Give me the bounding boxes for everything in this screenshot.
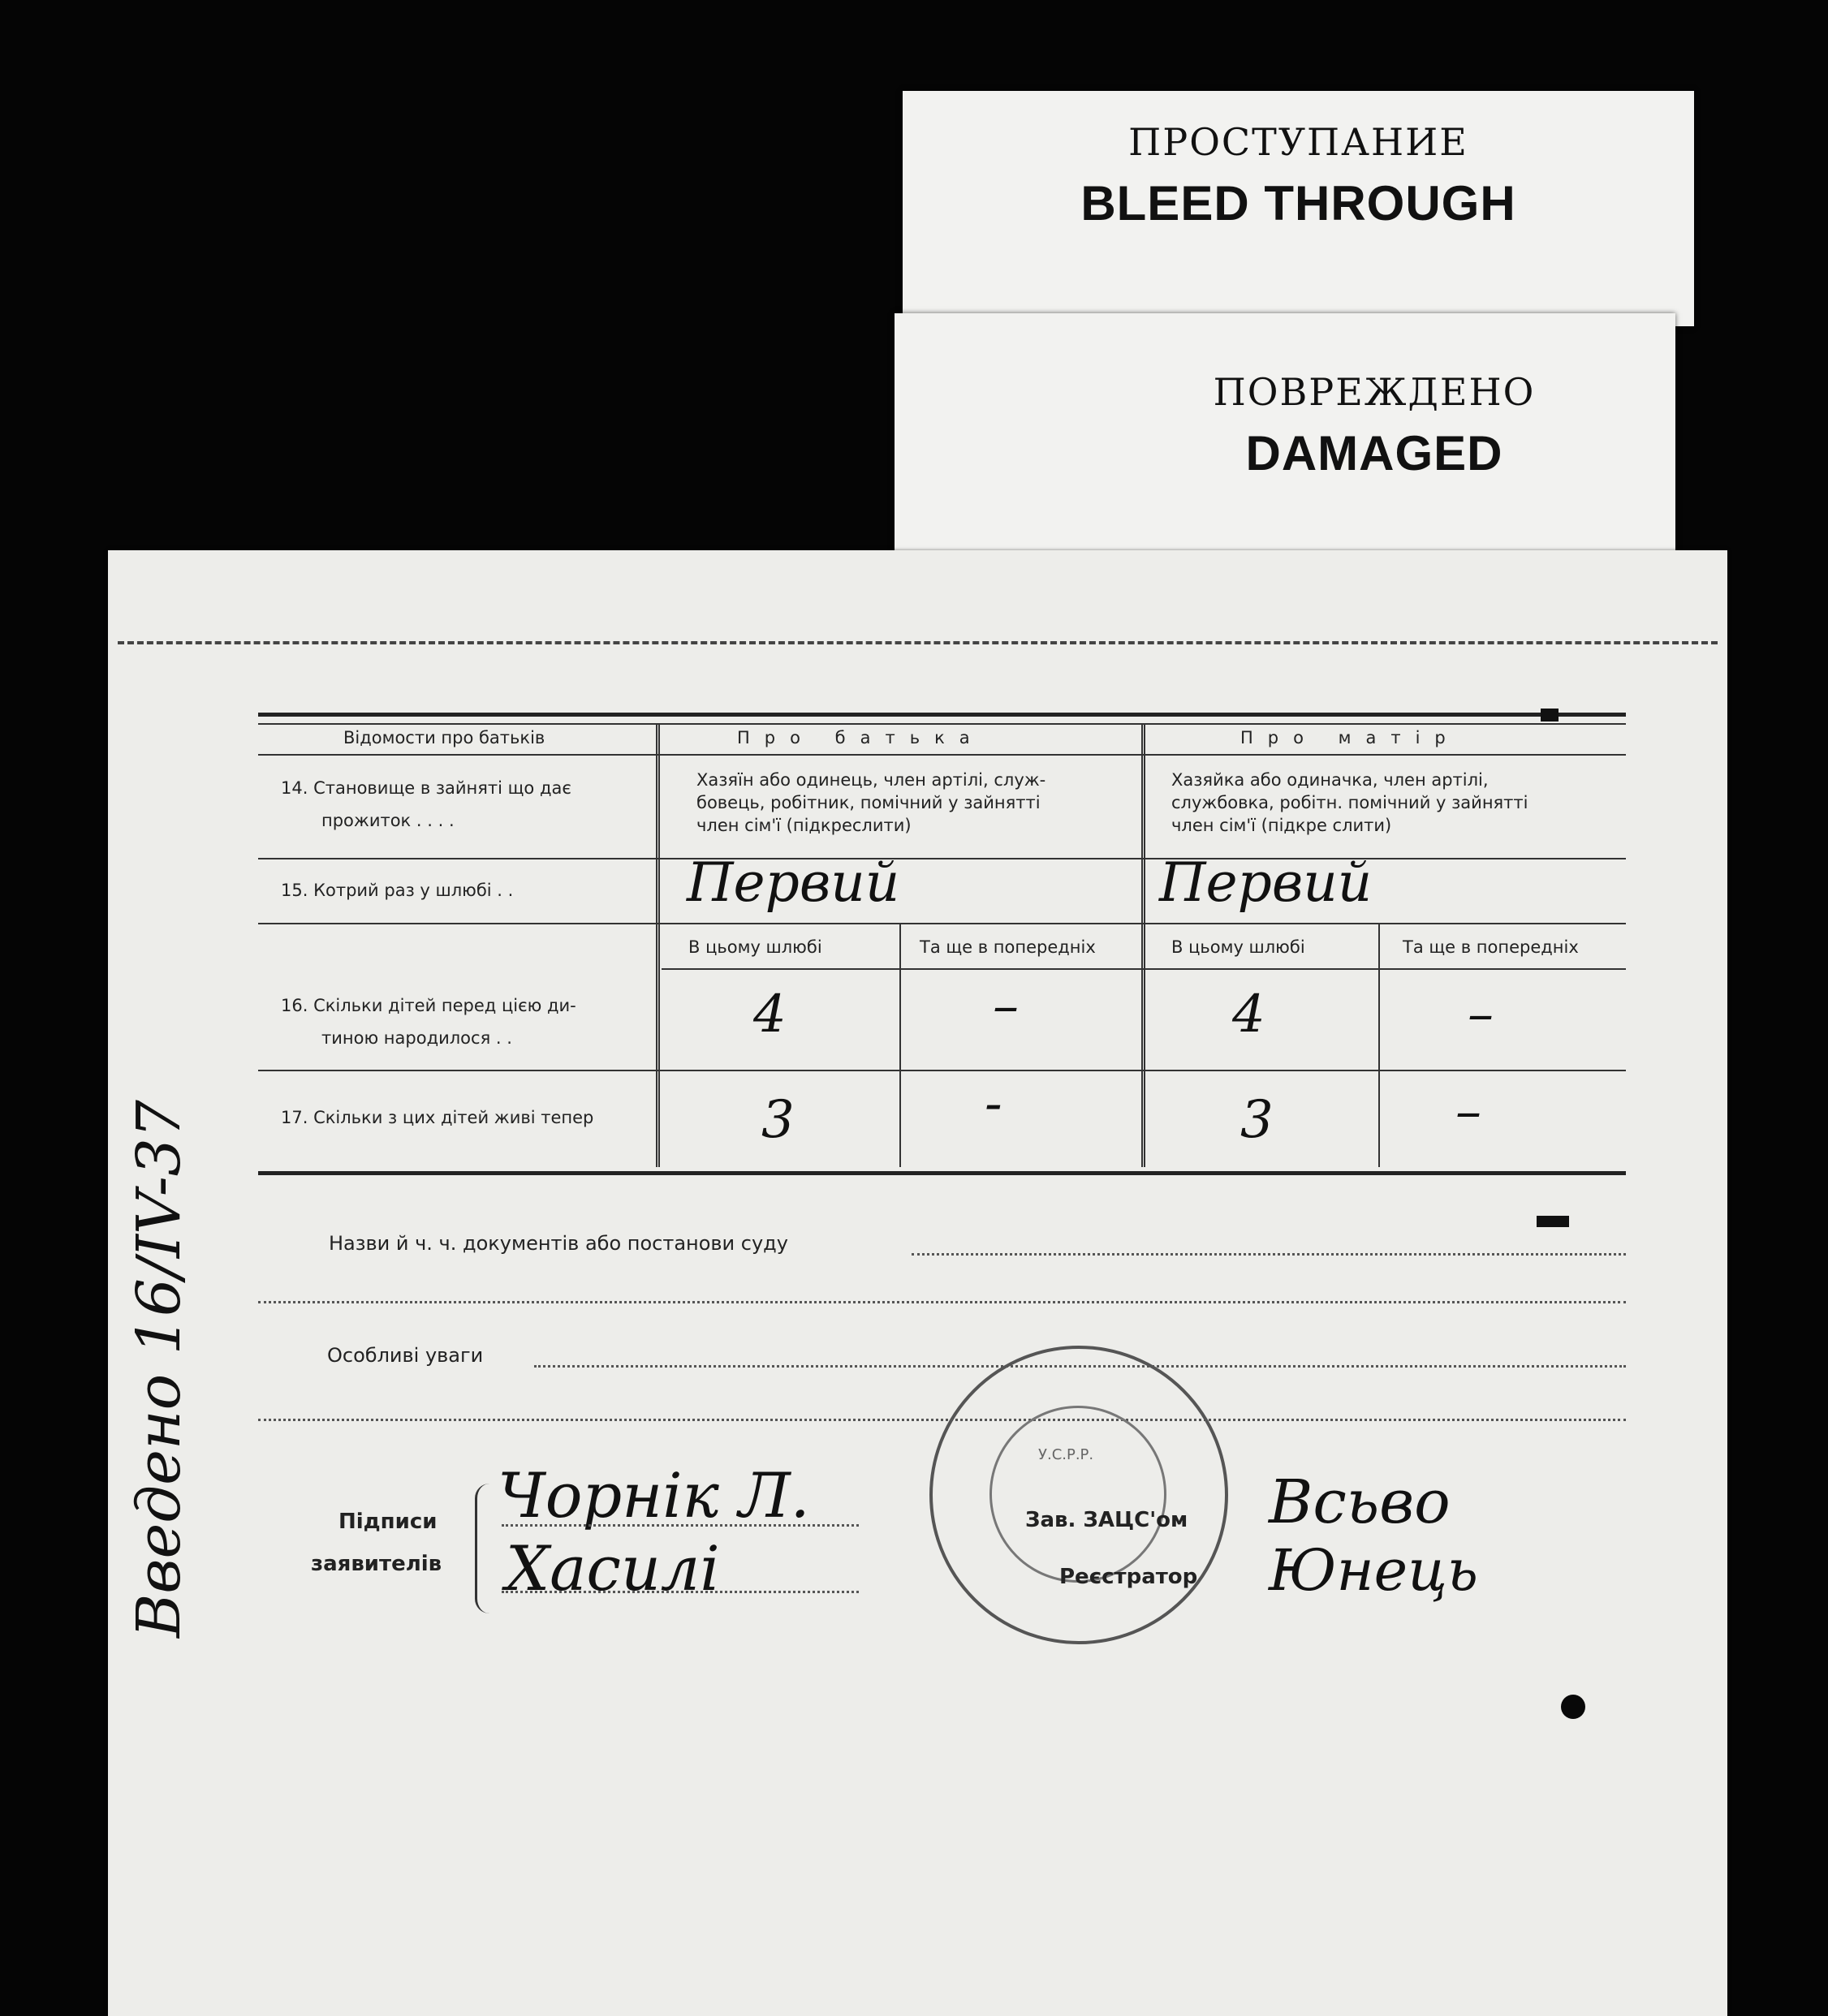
- head-signature: Всьво: [1269, 1467, 1451, 1537]
- subheader-father-prev: Та ще в попередніх: [920, 937, 1096, 957]
- applicant-signature-1: Чорнік Л.: [498, 1459, 810, 1531]
- stamp-text: У.С.Р.Р.: [1038, 1446, 1094, 1463]
- row16-label-1: 16. Скільки дітей перед цією ди-: [281, 996, 576, 1015]
- table-divider: [656, 723, 660, 1167]
- official-stamp: [929, 1346, 1228, 1644]
- ink-mark: [1541, 709, 1559, 722]
- row15-label: 15. Котрий раз у шлюбі . .: [281, 881, 514, 900]
- applicant-signature-2: Хасилі: [506, 1532, 720, 1605]
- damaged-card: [895, 313, 1675, 565]
- perforation-line: [118, 641, 1718, 644]
- row17-mother-prev: –: [1455, 1082, 1481, 1142]
- row16-father-this: 4: [753, 984, 787, 1045]
- signatures-label-2: заявителів: [311, 1552, 442, 1576]
- subheader-mother-prev: Та ще в попередніх: [1403, 937, 1579, 957]
- row14-label-1: 14. Становище в зайняті що дає: [281, 778, 571, 798]
- head-label: Зав. ЗАЦС'ом: [1025, 1508, 1188, 1532]
- stamp-inner-circle: [989, 1406, 1166, 1583]
- ink-mark: [1537, 1216, 1569, 1227]
- binding-hole: [1561, 1695, 1585, 1719]
- document-sheet: [108, 550, 1727, 2016]
- row16-mother-prev: –: [1468, 984, 1494, 1045]
- row16-father-prev: –: [993, 976, 1019, 1036]
- table-divider: [1141, 723, 1145, 1167]
- damaged-ru: ПОВРЕЖДЕНО: [1213, 370, 1536, 414]
- header-parents-info: Відомости про батьків: [343, 728, 545, 747]
- bleed-through-en: BLEED THROUGH: [1080, 176, 1516, 230]
- row17-label: 17. Скільки з цих дітей живі тепер: [281, 1108, 594, 1127]
- parents-info-table: [258, 713, 1626, 1175]
- signatures-label-1: Підписи: [338, 1510, 438, 1534]
- table-line: [258, 858, 1626, 859]
- signature-brace: [475, 1484, 494, 1613]
- registrar-label: Реєстратор: [1059, 1565, 1198, 1589]
- row14-mother-3: член сім'ї (підкре слити): [1171, 816, 1392, 835]
- row14-mother-2: службовка, робітн. помічний у зайнятті: [1171, 793, 1528, 812]
- subheader-mother-this: В цьому шлюбі: [1171, 937, 1305, 957]
- applicant-sign-line-1: [502, 1524, 859, 1527]
- table-divider: [1378, 923, 1380, 1167]
- row17-mother-this: 3: [1240, 1090, 1274, 1150]
- table-line: [258, 1070, 1626, 1071]
- remarks-label: Особливі уваги: [327, 1344, 484, 1367]
- row14-label-2: прожиток . . . .: [321, 811, 455, 830]
- table-line: [258, 723, 1626, 725]
- damaged-en: DAMAGED: [1245, 426, 1503, 480]
- row14-father-1: Хазяїн або одинець, член артілі, служ-: [696, 770, 1046, 790]
- table-divider: [899, 923, 901, 1167]
- row14-mother-1: Хазяйка або одиначка, член артілі,: [1171, 770, 1489, 790]
- registrar-signature: Юнець: [1269, 1537, 1479, 1604]
- row14-father-3: член сім'ї (підкреслити): [696, 816, 912, 835]
- margin-note: Введено 16/IV-37: [124, 1100, 194, 1638]
- remarks-dots-2: [258, 1419, 1626, 1421]
- row17-father-prev: -: [985, 1074, 1002, 1134]
- row17-father-this: 3: [761, 1090, 795, 1150]
- documents-dots-2: [258, 1301, 1626, 1303]
- table-line: [258, 923, 1626, 924]
- row15-father-value: Первий: [687, 851, 900, 914]
- header-mother: Про матір: [1240, 728, 1460, 747]
- documents-dots: [912, 1253, 1626, 1256]
- bleed-through-ru: ПРОСТУПАНИЕ: [1128, 120, 1468, 164]
- row16-label-2: тиною народилося . .: [321, 1028, 512, 1048]
- header-father: Про батька: [737, 728, 985, 747]
- applicant-sign-line-2: [502, 1591, 859, 1593]
- row15-mother-value: Первий: [1159, 851, 1373, 914]
- row16-mother-this: 4: [1232, 984, 1265, 1045]
- bleed-through-card: [903, 91, 1694, 326]
- table-line: [258, 754, 1626, 756]
- subheader-father-this: В цьому шлюбі: [688, 937, 822, 957]
- documents-label: Назви й ч. ч. документів або постанови суду: [329, 1232, 788, 1255]
- row14-father-2: бовець, робітник, помічний у зайнятті: [696, 793, 1041, 812]
